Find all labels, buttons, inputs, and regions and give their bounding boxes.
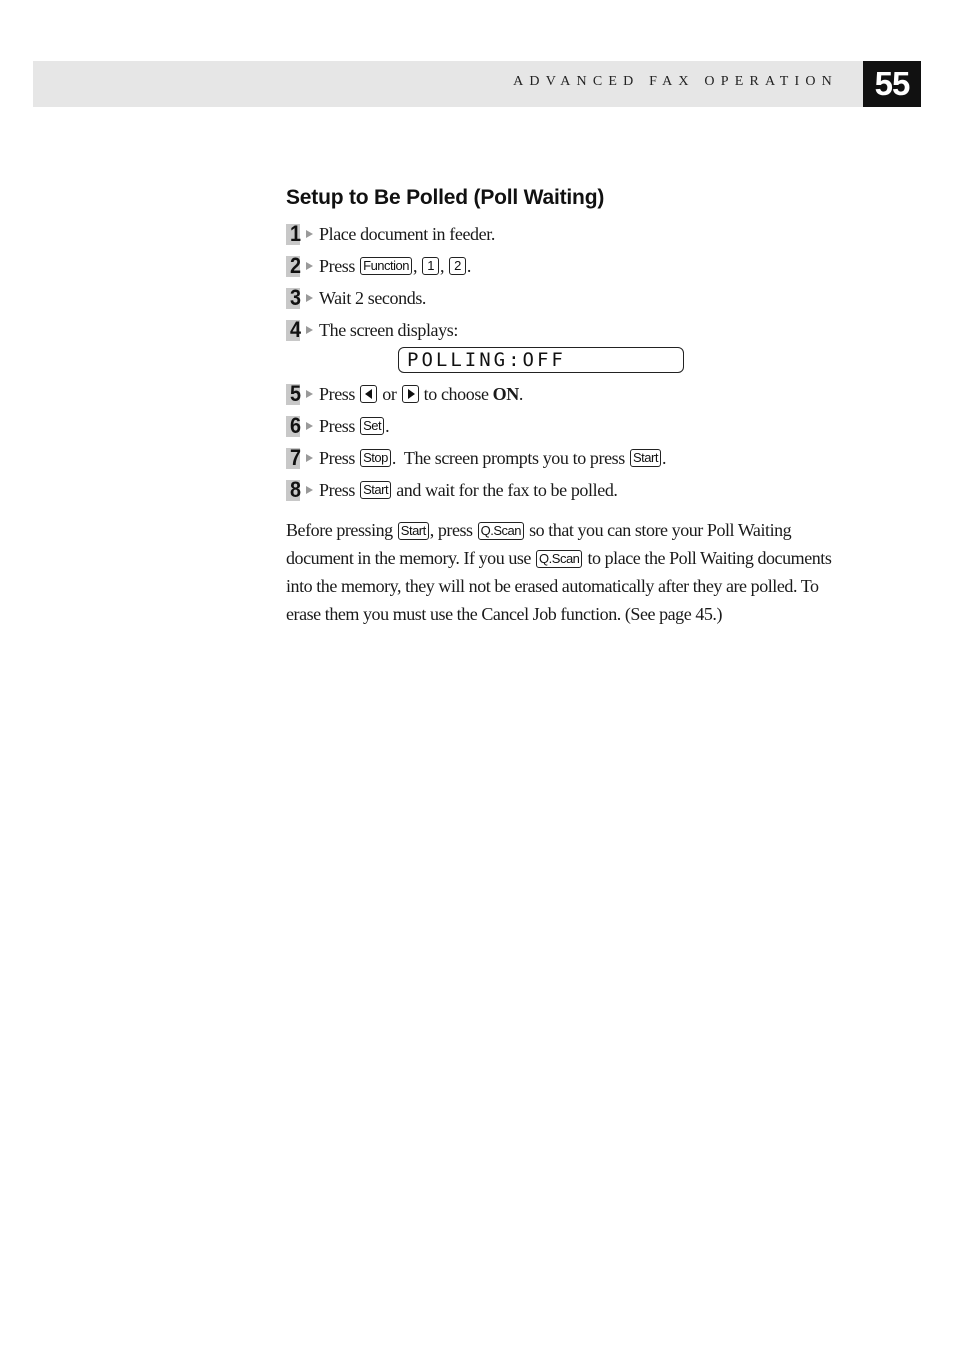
step-2: 2 Press Function , 1 , 2 . — [286, 250, 856, 282]
step-arrow-icon — [306, 390, 313, 398]
on-value: ON — [492, 383, 519, 404]
qscan-key: Q.Scan — [536, 550, 582, 568]
start-key: Start — [630, 449, 661, 467]
right-arrow-icon — [402, 385, 419, 403]
step-arrow-icon — [306, 486, 313, 494]
step-arrow-icon — [306, 262, 313, 270]
step-arrow-icon — [306, 326, 313, 334]
qscan-key: Q.Scan — [478, 522, 524, 540]
note-paragraph: Before pressing Start , press Q.Scan so that you can store your Poll Waiting document in the memory. If you use Q.Scan to place the Poll Waiting documents into the memory, they will not be erased automatically after they are polled. To erase them you must use the Cancel Job function. (See page 45.) — [286, 520, 832, 624]
step-7: 7 Press Stop . The screen prompts you to press Start . — [286, 442, 856, 474]
content — [286, 186, 856, 628]
start-key: Start — [398, 522, 429, 540]
lcd-display: POLLING:OFF — [398, 347, 684, 373]
step-8: 8 Press Start and wait for the fax to be polled. — [286, 474, 856, 506]
step-arrow-icon — [306, 294, 313, 302]
step-number-6: 6 — [286, 413, 319, 439]
lcd-row — [286, 346, 856, 378]
step-3 — [286, 282, 856, 314]
set-key: Set — [360, 417, 384, 435]
step-arrow-icon — [306, 422, 313, 430]
step-4 — [286, 314, 856, 346]
stop-key: Stop — [360, 449, 391, 467]
step-number-3: 3 — [286, 285, 319, 311]
step-5: 5 Press or to choose ON . — [286, 378, 856, 410]
step-number-4: 4 — [286, 317, 319, 343]
step-number-8: 8 — [286, 477, 319, 503]
step-number-7: 7 — [286, 445, 319, 471]
step-1 — [286, 218, 856, 250]
section-title: Setup to Be Polled (Poll Waiting) — [286, 186, 605, 209]
step-text: Press — [319, 255, 356, 276]
section-label: ADVANCED FAX OPERATION — [513, 74, 838, 89]
step-number-1: 1 — [286, 221, 319, 247]
step-arrow-icon — [306, 230, 313, 238]
step-text: Wait 2 seconds. — [319, 287, 427, 308]
step-text: Place document in feeder. — [319, 223, 495, 244]
step-6: 6 Press Set . — [286, 410, 856, 442]
key-1: 1 — [422, 257, 439, 275]
step-number-2: 2 — [286, 253, 319, 279]
left-arrow-icon — [360, 385, 377, 403]
key-2: 2 — [449, 257, 466, 275]
step-text: The screen displays: — [319, 319, 458, 340]
start-key: Start — [360, 481, 391, 499]
page-number: 55 — [863, 61, 921, 107]
function-key: Function — [360, 257, 412, 275]
step-number-5: 5 — [286, 381, 319, 407]
step-arrow-icon — [306, 454, 313, 462]
